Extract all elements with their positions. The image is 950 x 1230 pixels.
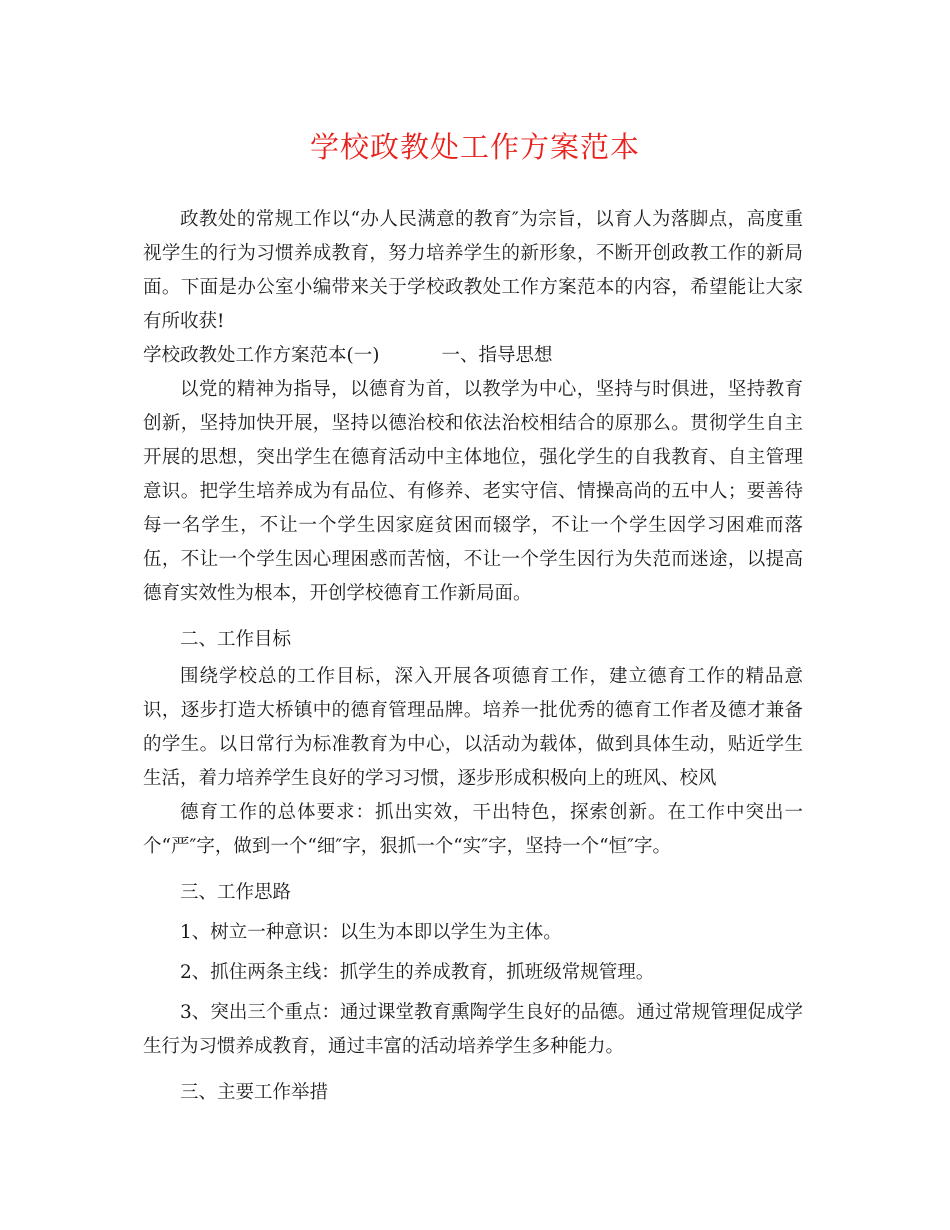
section-heading-right: 一、指导思想 (441, 345, 553, 366)
section-heading-line (143, 339, 803, 373)
goal-paragraph-1: 围绕学校总的工作目标，深入开展各项德育工作，建立德育工作的精品意识，逐步打造大桥镇中的德育管理品牌。培养一批优秀的德育工作者及德才兼备的学生。以日常行为标准教育为中心，以活动为载体，做到具体生动，贴近学生生活，着力培养学生良好的学习习惯，逐步形成积极向上的班风、校风 (143, 666, 803, 789)
measures-heading: 三、主要工作举措 (180, 1082, 329, 1103)
idea-item-3: 3、突出三个重点：通过课堂教育熏陶学生良好的品德。通过常规管理促成学生行为习惯养成教育，通过丰富的活动培养学生多种能力。 (143, 1002, 803, 1057)
idea-item-2: 2、抓住两条主线：抓学生的养成教育，抓班级常规管理。 (180, 962, 655, 983)
guiding-paragraph: 以党的精神为指导，以德育为首，以教学为中心，坚持与时俱进，坚持教育创新，坚持加快开展，坚持以德治校和依法治校相结合的原那么。贯彻学生自主开展的思想，突出学生在德育活动中主体地位，强化学生的自我教育、自主管理意识。把学生培养成为有品位、有修养、老实守信、情操高尚的五中人；要善待每一名学生，不让一个学生因家庭贫困而辍学，不让一个学生因学习困难而落伍，不让一个学生因心理困惑而苦恼，不让一个学生因行为失范而迷途，以提高德育实效性为根本，开创学校德育工作新局面。 (143, 379, 803, 604)
document-body (143, 203, 803, 1110)
idea-heading: 三、工作思路 (180, 882, 292, 903)
intro-paragraph: 政教处的常规工作以“办人民满意的教育″为宗旨，以育人为落脚点，高度重视学生的行为习惯养成教育，努力培养学生的新形象，不断开创政教工作的新局面。下面是办公室小编带来关于学校政教处工作方案范本的内容，希望能让大家有所收获! (143, 209, 803, 332)
goal-paragraph-2: 德育工作的总体要求：抓出实效，干出特色，探索创新。在工作中突出一个“严″字，做到一个“细″字，狠抓一个“实″字，坚持一个“恒″字。 (143, 802, 803, 857)
idea-item-1: 1、树立一种意识：以生为本即以学生为主体。 (180, 922, 562, 943)
document-title: 学校政教处工作方案范本 (309, 130, 640, 164)
section-heading-left: 学校政教处工作方案范本(一) (143, 345, 380, 366)
goal-heading: 二、工作目标 (180, 629, 292, 650)
